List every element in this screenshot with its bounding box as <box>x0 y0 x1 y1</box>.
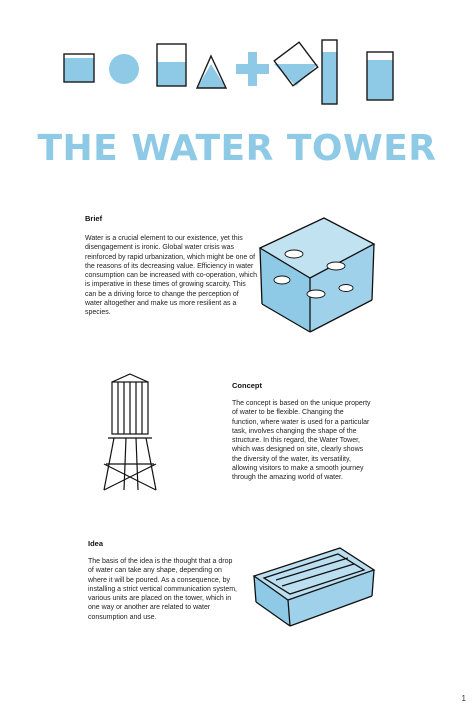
square-icon <box>64 54 94 82</box>
square-icon <box>157 44 186 86</box>
header-shapes <box>0 0 474 120</box>
diamond-icon <box>271 39 321 89</box>
page-title: THE WATER TOWER <box>37 128 437 169</box>
idea-heading: Idea <box>88 539 104 548</box>
page-number: 1 <box>461 694 466 703</box>
fish-cube-illustration <box>252 208 382 338</box>
triangle-icon <box>197 56 226 88</box>
brief-text: Water is a crucial element to our existence, yet this disengagement is ironic. Global water crisis was reinforced by rapid urbanization, which might be one of the reasons of its decreasing value. Efficiency in water consumption can be increased with co-operation, which is imperative in these times of growing scarcity. This can be a driving force to change the perception of water altogether and make us more resilient as a species. <box>85 235 257 317</box>
water-tray-illustration <box>248 534 380 634</box>
concept-heading: Concept <box>232 381 262 390</box>
water-tower-illustration <box>90 370 170 495</box>
circle-icon <box>109 54 139 84</box>
concept-text: The concept is based on the unique property of water to be flexible. Changing the function, where water is used for a particular task, involves changing the shape of the structure. In this regard, the Water Tower, which was designed on site, clearly shows the diversity of the water, its versatility, allowing visitors to make a smooth journey through the amazing world of water. <box>232 400 371 482</box>
cross-icon <box>236 52 269 86</box>
column-icon <box>322 40 337 104</box>
idea-text: The basis of the idea is the thought that a drop of water can take any shape, depending on where it will be poured. As a consequence, by installing a strict vertical communication system, various units are placed on the tower, which in one way or another are related to water consumption and use. <box>88 558 237 621</box>
brief-heading: Brief <box>85 214 103 223</box>
rectangle-icon <box>367 52 393 100</box>
